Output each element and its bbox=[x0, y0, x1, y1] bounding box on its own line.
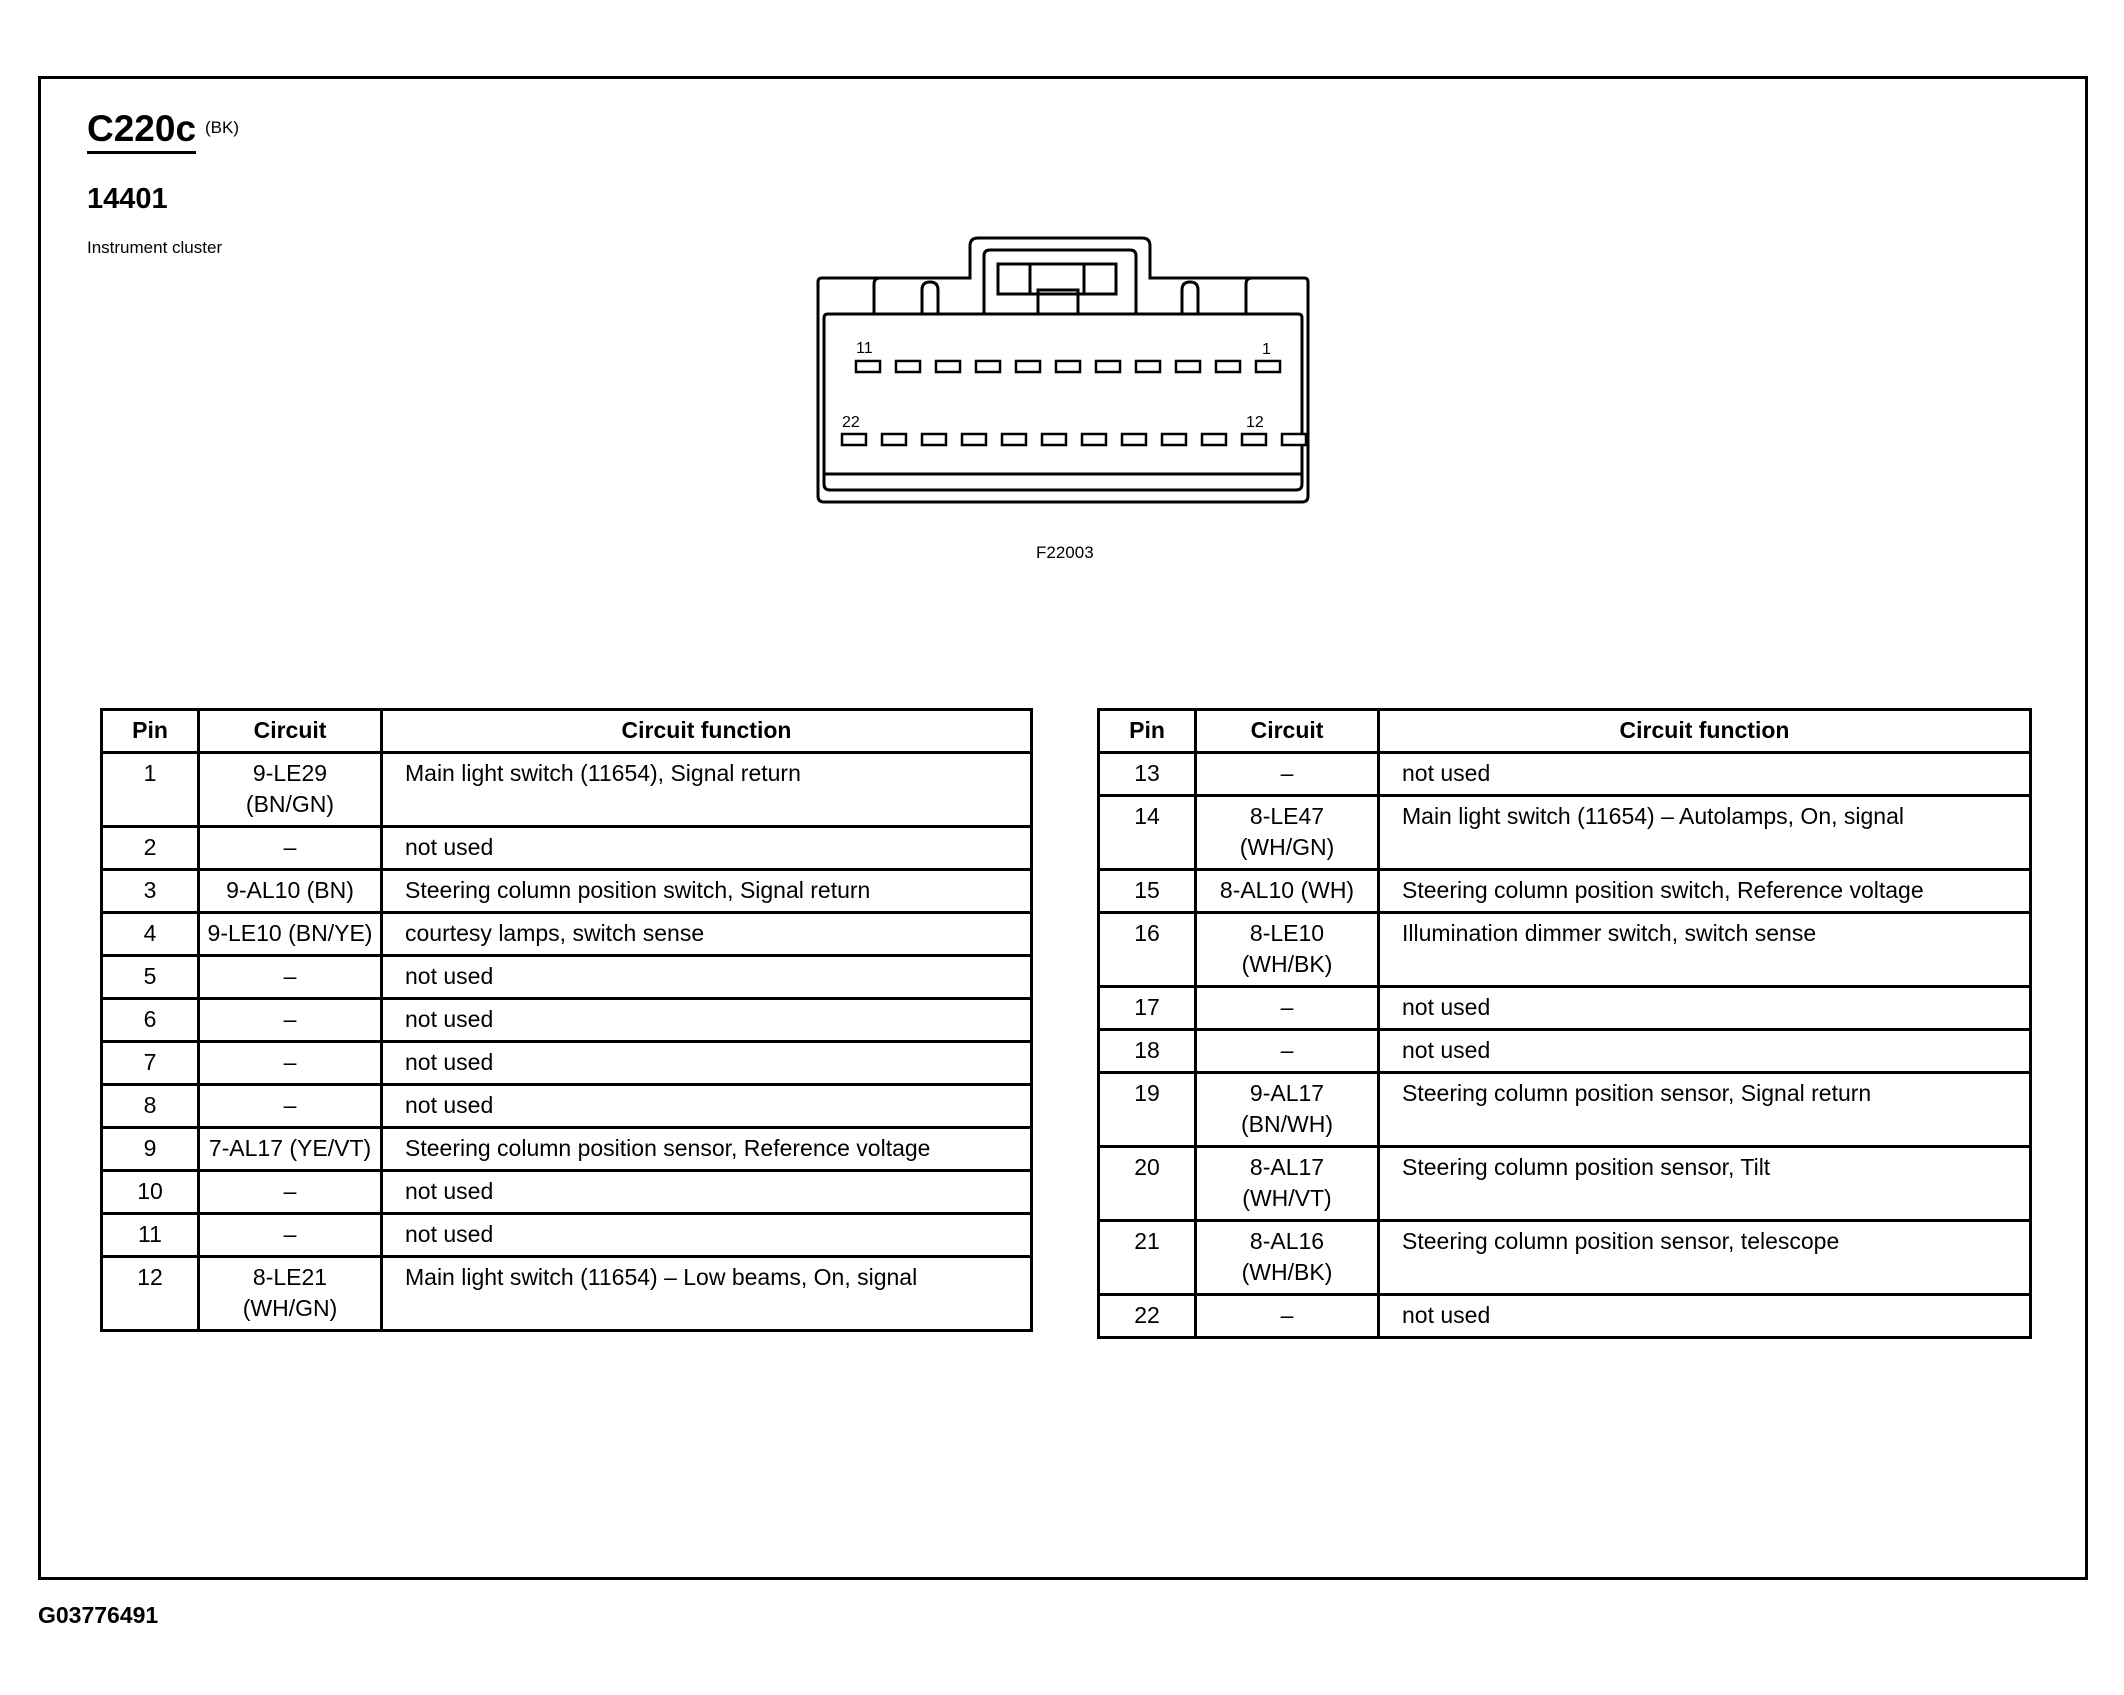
pin-label-1: 1 bbox=[1262, 341, 1271, 358]
table-row bbox=[1099, 1147, 2031, 1221]
pin-cell: 8 bbox=[102, 1085, 199, 1128]
header-function: Circuit function bbox=[382, 710, 1032, 753]
pin-cavity bbox=[1016, 361, 1040, 372]
connector-id: C220c bbox=[87, 110, 196, 154]
circuit-cell: 9-AL17 (BN/WH) bbox=[1196, 1073, 1379, 1147]
pin-cavity bbox=[1282, 434, 1306, 445]
pin-cell: 20 bbox=[1099, 1147, 1196, 1221]
function-cell: not used bbox=[382, 827, 1032, 870]
circuit-cell: – bbox=[199, 999, 382, 1042]
function-cell: Main light switch (11654) – Low beams, On, signal bbox=[382, 1257, 1032, 1331]
circuit-cell: – bbox=[199, 1042, 382, 1085]
key-rib-left-1 bbox=[874, 278, 880, 314]
function-cell: Main light switch (11654) – Autolamps, On, signal bbox=[1379, 796, 2031, 870]
pin-table-right bbox=[1097, 708, 2032, 1339]
connector-color: (BK) bbox=[205, 118, 239, 137]
key-rib-right-1 bbox=[1182, 282, 1198, 314]
pin-cavity bbox=[922, 434, 946, 445]
table-row bbox=[102, 753, 1032, 827]
pin-cell: 1 bbox=[102, 753, 199, 827]
header-circuit: Circuit bbox=[199, 710, 382, 753]
table-row bbox=[102, 1257, 1032, 1331]
table-row bbox=[1099, 796, 2031, 870]
pin-cell: 10 bbox=[102, 1171, 199, 1214]
circuit-cell: – bbox=[199, 827, 382, 870]
table-row bbox=[102, 870, 1032, 913]
circuit-cell: 8-AL17 (WH/VT) bbox=[1196, 1147, 1379, 1221]
connector-face-diagram bbox=[810, 234, 1320, 514]
pin-cavity bbox=[856, 361, 880, 372]
pin-cell: 2 bbox=[102, 827, 199, 870]
pin-cell: 9 bbox=[102, 1128, 199, 1171]
pin-cavity bbox=[1256, 361, 1280, 372]
table-row bbox=[1099, 913, 2031, 987]
circuit-cell: 8-LE21 (WH/GN) bbox=[199, 1257, 382, 1331]
key-rib-left-2 bbox=[922, 282, 938, 314]
table-row bbox=[102, 1042, 1032, 1085]
table-row bbox=[1099, 987, 2031, 1030]
function-cell: courtesy lamps, switch sense bbox=[382, 913, 1032, 956]
table-row bbox=[102, 913, 1032, 956]
pin-label-11: 11 bbox=[856, 340, 873, 357]
pin-label-22: 22 bbox=[842, 414, 860, 431]
pin-cavity bbox=[1136, 361, 1160, 372]
circuit-cell: – bbox=[1196, 753, 1379, 796]
table-row bbox=[102, 827, 1032, 870]
table-row bbox=[1099, 870, 2031, 913]
function-cell: Steering column position switch, Reference voltage bbox=[1379, 870, 2031, 913]
pin-cell: 6 bbox=[102, 999, 199, 1042]
pin-cell: 5 bbox=[102, 956, 199, 999]
table-row bbox=[1099, 1221, 2031, 1295]
function-cell: Main light switch (11654), Signal return bbox=[382, 753, 1032, 827]
header-row bbox=[102, 710, 1032, 753]
pin-cavity bbox=[882, 434, 906, 445]
part-number: 14401 bbox=[87, 183, 168, 215]
table-row bbox=[102, 1214, 1032, 1257]
pin-cavity bbox=[842, 434, 866, 445]
table-row bbox=[1099, 1073, 2031, 1147]
header-pin: Pin bbox=[1099, 710, 1196, 753]
table-row bbox=[1099, 753, 2031, 796]
table-row bbox=[102, 1128, 1032, 1171]
connector-face bbox=[824, 314, 1302, 490]
function-cell: not used bbox=[382, 956, 1032, 999]
pin-cell: 13 bbox=[1099, 753, 1196, 796]
circuit-cell: 8-LE47 (WH/GN) bbox=[1196, 796, 1379, 870]
header-pin: Pin bbox=[102, 710, 199, 753]
pin-cavity bbox=[1242, 434, 1266, 445]
pin-cell: 18 bbox=[1099, 1030, 1196, 1073]
circuit-cell: 9-LE10 (BN/YE) bbox=[199, 913, 382, 956]
circuit-cell: – bbox=[1196, 1295, 1379, 1338]
pin-table-left bbox=[100, 708, 1033, 1332]
circuit-cell: 9-AL10 (BN) bbox=[199, 870, 382, 913]
circuit-cell: – bbox=[199, 1171, 382, 1214]
graphic-code: G03776491 bbox=[38, 1602, 159, 1628]
table-row bbox=[102, 956, 1032, 999]
pin-cavity bbox=[1002, 434, 1026, 445]
pin-cavity bbox=[1202, 434, 1226, 445]
circuit-cell: – bbox=[1196, 987, 1379, 1030]
pin-cell: 3 bbox=[102, 870, 199, 913]
function-cell: not used bbox=[1379, 753, 2031, 796]
function-cell: Steering column position switch, Signal return bbox=[382, 870, 1032, 913]
pin-cavity bbox=[1122, 434, 1146, 445]
circuit-cell: 7-AL17 (YE/VT) bbox=[199, 1128, 382, 1171]
function-cell: not used bbox=[382, 1214, 1032, 1257]
function-cell: not used bbox=[382, 1042, 1032, 1085]
pin-cavity bbox=[936, 361, 960, 372]
pin-cell: 16 bbox=[1099, 913, 1196, 987]
function-cell: not used bbox=[382, 999, 1032, 1042]
pin-cavity bbox=[1082, 434, 1106, 445]
pin-label-12: 12 bbox=[1246, 414, 1264, 431]
header-circuit: Circuit bbox=[1196, 710, 1379, 753]
pin-cell: 14 bbox=[1099, 796, 1196, 870]
circuit-cell: – bbox=[199, 1214, 382, 1257]
pin-cavity bbox=[896, 361, 920, 372]
circuit-cell: 9-LE29 (BN/GN) bbox=[199, 753, 382, 827]
function-cell: Steering column position sensor, Tilt bbox=[1379, 1147, 2031, 1221]
pin-cell: 17 bbox=[1099, 987, 1196, 1030]
pin-cell: 22 bbox=[1099, 1295, 1196, 1338]
pin-cell: 11 bbox=[102, 1214, 199, 1257]
pin-cavity bbox=[1096, 361, 1120, 372]
circuit-cell: 8-AL10 (WH) bbox=[1196, 870, 1379, 913]
function-cell: not used bbox=[1379, 987, 2031, 1030]
pin-cell: 4 bbox=[102, 913, 199, 956]
function-cell: Steering column position sensor, Signal return bbox=[1379, 1073, 2031, 1147]
pin-cavity bbox=[1056, 361, 1080, 372]
function-cell: Steering column position sensor, telescope bbox=[1379, 1221, 2031, 1295]
function-cell: not used bbox=[1379, 1030, 2031, 1073]
function-cell: Illumination dimmer switch, switch sense bbox=[1379, 913, 2031, 987]
part-name: Instrument cluster bbox=[87, 238, 223, 257]
function-cell: not used bbox=[1379, 1295, 2031, 1338]
pin-cell: 21 bbox=[1099, 1221, 1196, 1295]
header-row bbox=[1099, 710, 2031, 753]
table-row bbox=[1099, 1295, 2031, 1338]
circuit-cell: 8-LE10 (WH/BK) bbox=[1196, 913, 1379, 987]
pin-cavity bbox=[1176, 361, 1200, 372]
function-cell: not used bbox=[382, 1171, 1032, 1214]
pin-cell: 7 bbox=[102, 1042, 199, 1085]
circuit-cell: – bbox=[199, 956, 382, 999]
table-row bbox=[102, 1171, 1032, 1214]
locking-tab bbox=[984, 250, 1136, 314]
pin-cavity bbox=[962, 434, 986, 445]
pin-cavity bbox=[1042, 434, 1066, 445]
pin-cavity bbox=[1162, 434, 1186, 445]
header-function: Circuit function bbox=[1379, 710, 2031, 753]
circuit-cell: – bbox=[1196, 1030, 1379, 1073]
pin-cell: 15 bbox=[1099, 870, 1196, 913]
function-cell: not used bbox=[382, 1085, 1032, 1128]
pin-cavity bbox=[976, 361, 1000, 372]
figure-code: F22003 bbox=[1036, 543, 1094, 562]
pin-cavity bbox=[1216, 361, 1240, 372]
table-row bbox=[1099, 1030, 2031, 1073]
table-row bbox=[102, 1085, 1032, 1128]
key-rib-right-2 bbox=[1246, 278, 1252, 314]
function-cell: Steering column position sensor, Reference voltage bbox=[382, 1128, 1032, 1171]
table-row bbox=[102, 999, 1032, 1042]
pin-cell: 19 bbox=[1099, 1073, 1196, 1147]
pin-cell: 12 bbox=[102, 1257, 199, 1331]
circuit-cell: – bbox=[199, 1085, 382, 1128]
circuit-cell: 8-AL16 (WH/BK) bbox=[1196, 1221, 1379, 1295]
